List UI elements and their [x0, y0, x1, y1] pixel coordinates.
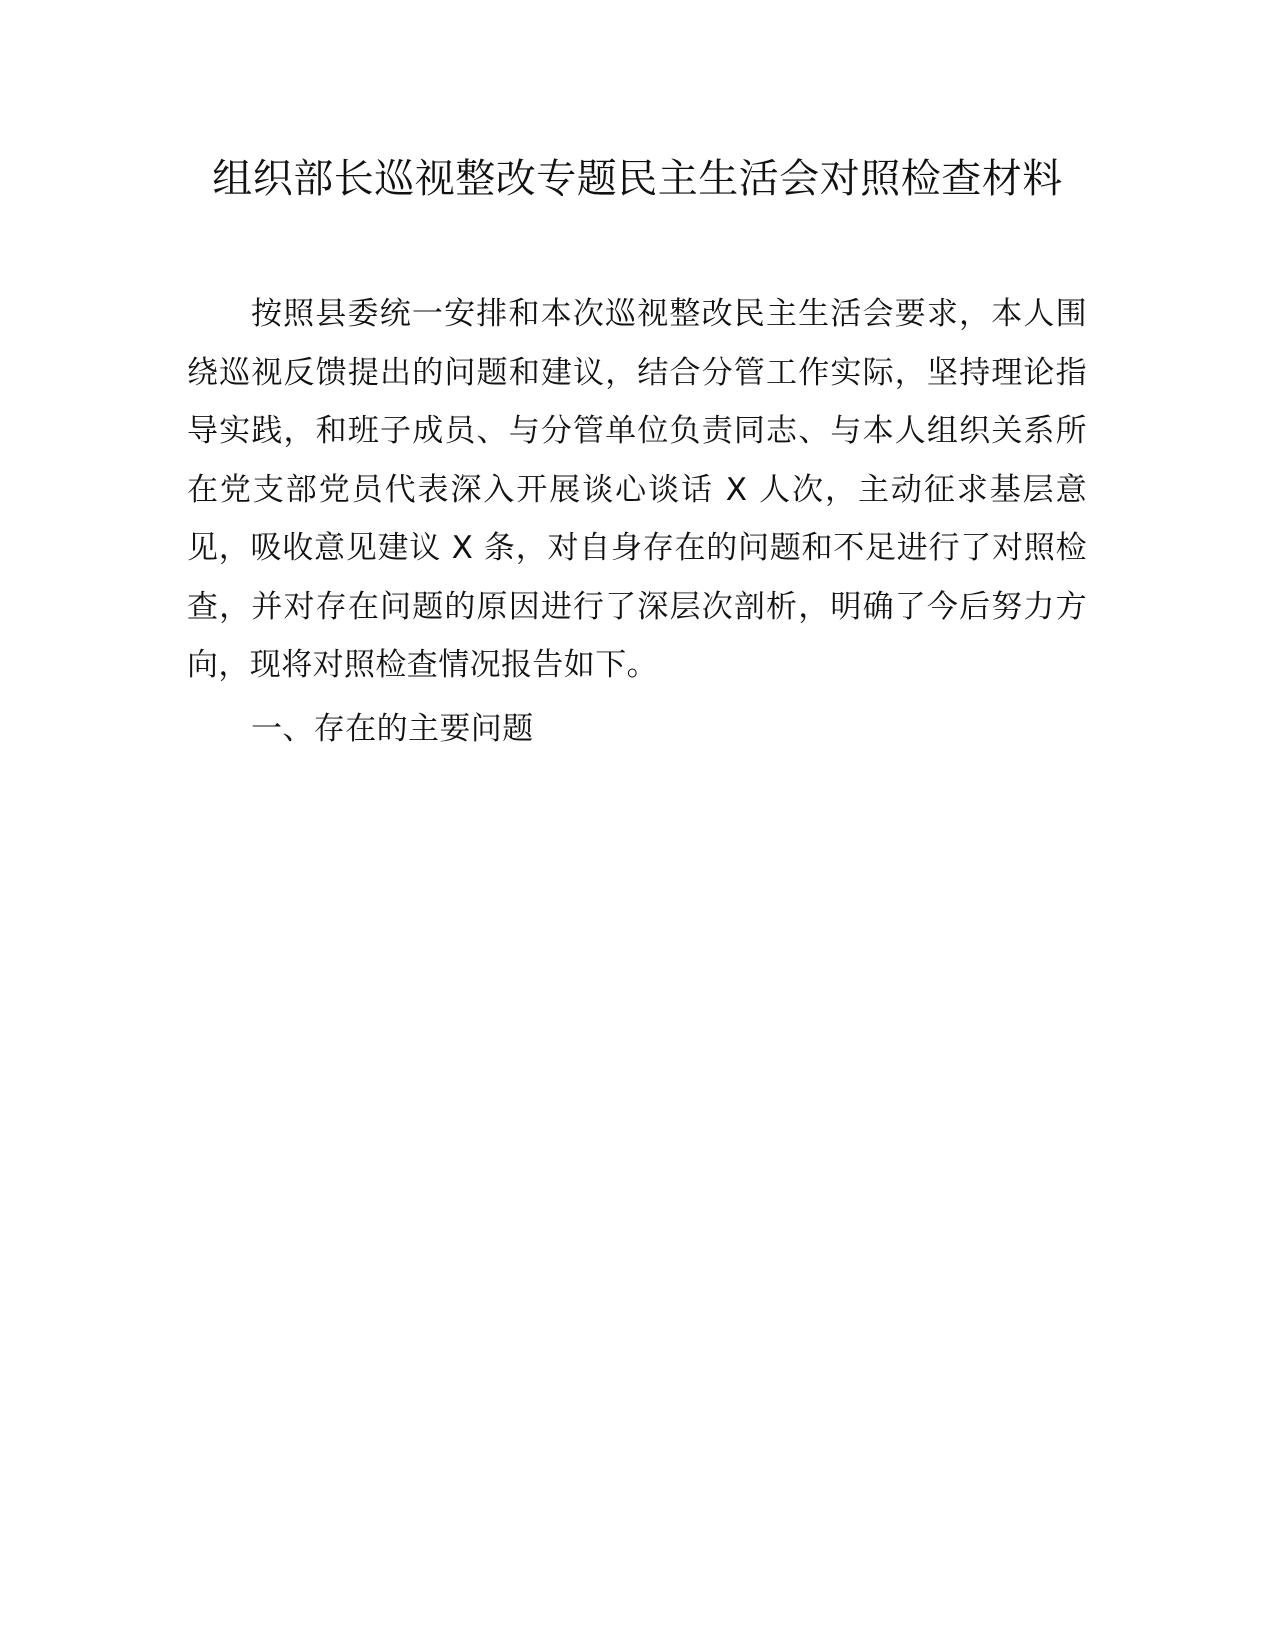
- intro-paragraph: 按照县委统一安排和本次巡视整改民主生活会要求，本人围绕巡视反馈提出的问题和建议，结合分管工作实际，坚持理论指导实践，和班子成员、与分管单位负责同志、与本人组织关系所在党支部党员代表深入开展谈心谈话 X 人次，主动征求基层意见，吸收意见建议 X 条，对自身存在的问题和不足进行了对照检查，并对存在问题的原因进行了深层次剖析，明确了今后努力方向，现将对照检查情况报告如下。: [187, 296, 1087, 683]
- section-heading-main-problems: 一、存在的主要问题: [251, 711, 534, 747]
- document-title: 组织部长巡视整改专题民主生活会对照检查材料: [212, 156, 1063, 202]
